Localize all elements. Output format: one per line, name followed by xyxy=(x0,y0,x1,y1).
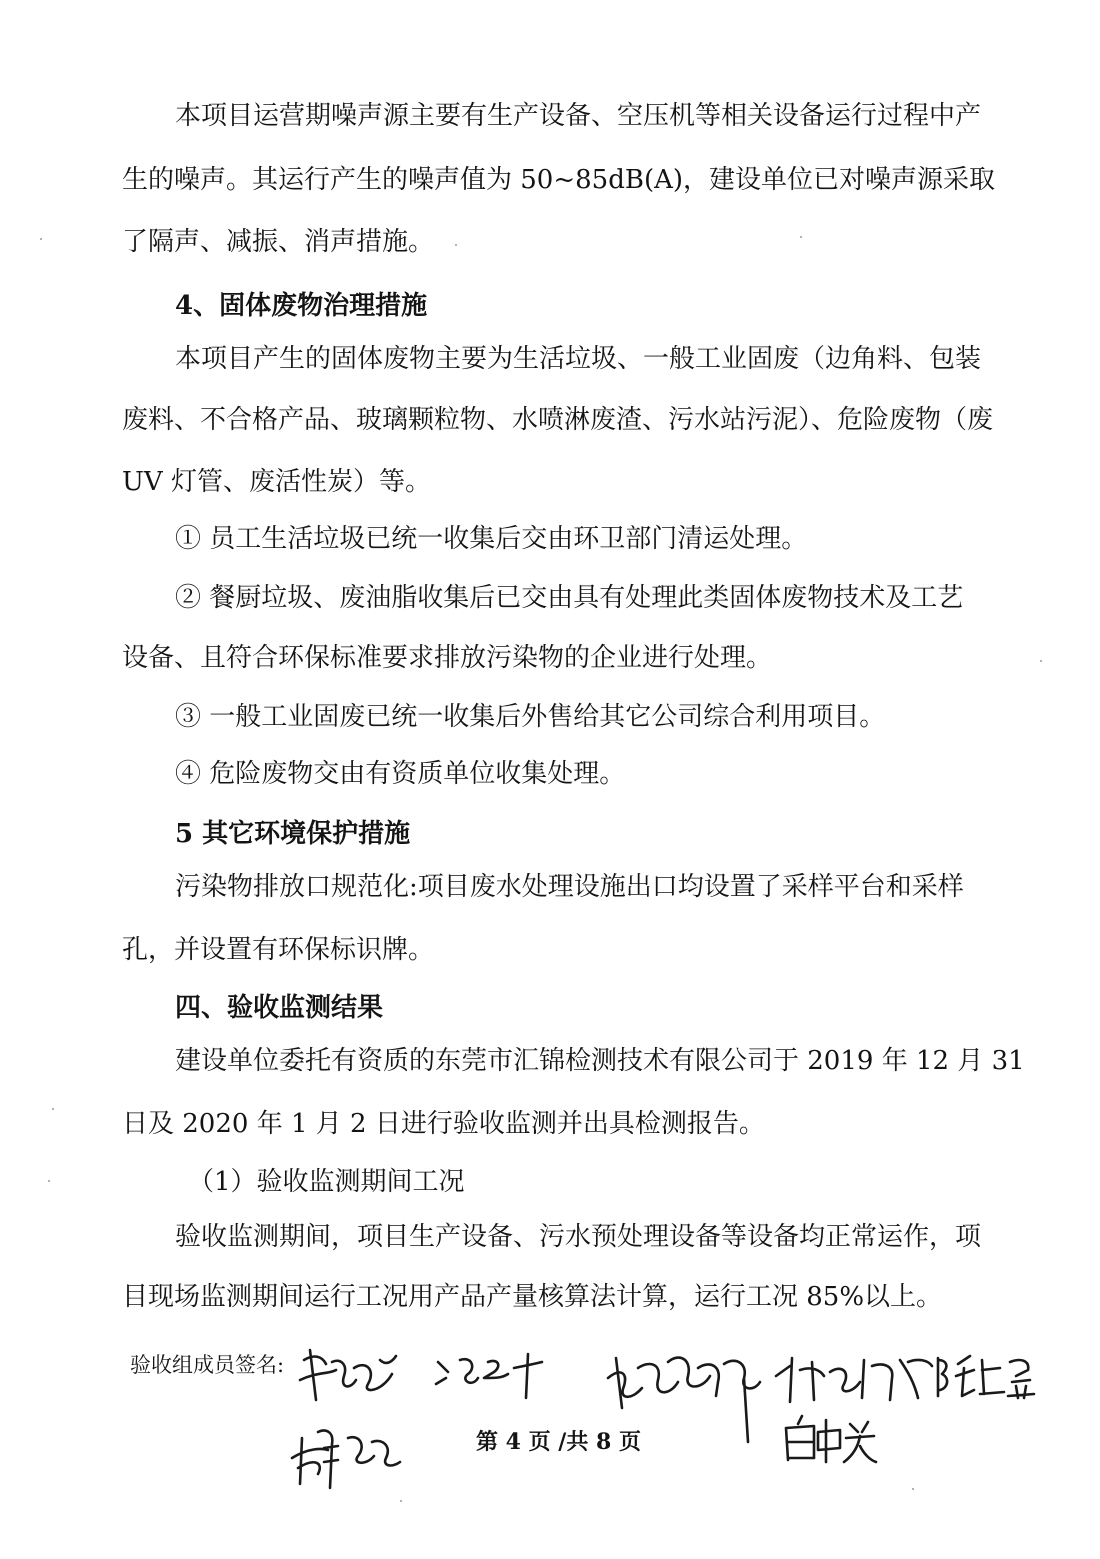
body-line: 生的噪声。其运行产生的噪声值为 50~85dB(A)，建设单位已对噪声源采取 xyxy=(122,165,996,195)
body-line: 目现场监测期间运行工况用产品产量核算法计算，运行工况 85%以上。 xyxy=(122,1282,943,1312)
body-line: 建设单位委托有资质的东莞市汇锦检测技术有限公司于 2019 年 12 月 31 xyxy=(175,1046,1025,1076)
list-item: ② 餐厨垃圾、废油脂收集后已交由具有处理此类固体废物技术及工艺 xyxy=(175,583,964,613)
body-line: 验收监测期间，项目生产设备、污水预处理设备等设备均正常运作，项 xyxy=(175,1222,982,1252)
body-line: 孔，并设置有环保标识牌。 xyxy=(122,935,435,965)
body-line: 污染物排放口规范化:项目废水处理设施出口均设置了采样平台和采样 xyxy=(175,872,964,902)
scan-speck xyxy=(40,238,42,240)
scan-speck xyxy=(912,1488,914,1490)
signature-6 xyxy=(778,1410,878,1470)
scan-speck xyxy=(52,1108,54,1110)
body-line: 废料、不合格产品、玻璃颗粒物、水喷淋废渣、污水站污泥）、危险废物（废 xyxy=(122,405,994,435)
body-line: 本项目产生的固体废物主要为生活垃圾、一般工业固废（边角料、包装 xyxy=(175,344,982,374)
section-heading: 5 其它环境保护措施 xyxy=(175,819,411,849)
section-heading: 四、验收监测结果 xyxy=(175,993,384,1023)
signature-7 xyxy=(288,1418,408,1498)
body-line: 本项目运营期噪声源主要有生产设备、空压机等相关设备运行过程中产 xyxy=(175,101,982,131)
body-line: 了隔声、减振、消声措施。 xyxy=(122,227,435,257)
signature-2 xyxy=(432,1348,552,1408)
scan-speck xyxy=(1040,660,1042,662)
section-heading: 4、固体废物治理措施 xyxy=(175,291,428,321)
list-item: ① 员工生活垃圾已统一收集后交由环卫部门清运处理。 xyxy=(175,524,808,554)
page-footer: 第 4 页 /共 8 页 xyxy=(476,1429,641,1455)
list-item: ③ 一般工业固废已统一收集后外售给其它公司综合利用项目。 xyxy=(175,702,886,732)
signature-1 xyxy=(296,1340,406,1410)
sub-heading: （1）验收监测期间工况 xyxy=(188,1167,465,1197)
scan-speck xyxy=(400,1500,402,1502)
signature-label: 验收组成员签名: xyxy=(130,1353,285,1377)
list-item: ④ 危险废物交由有资质单位收集处理。 xyxy=(175,759,626,789)
body-line: 日及 2020 年 1 月 2 日进行验收监测并出具检测报告。 xyxy=(122,1109,765,1139)
signature-5 xyxy=(930,1348,1040,1408)
body-line: 设备、且符合环保标准要求排放污染物的企业进行处理。 xyxy=(122,643,773,673)
signature-4 xyxy=(768,1342,938,1412)
body-line: UV 灯管、废活性炭）等。 xyxy=(122,467,431,497)
scan-speck xyxy=(48,1180,50,1182)
